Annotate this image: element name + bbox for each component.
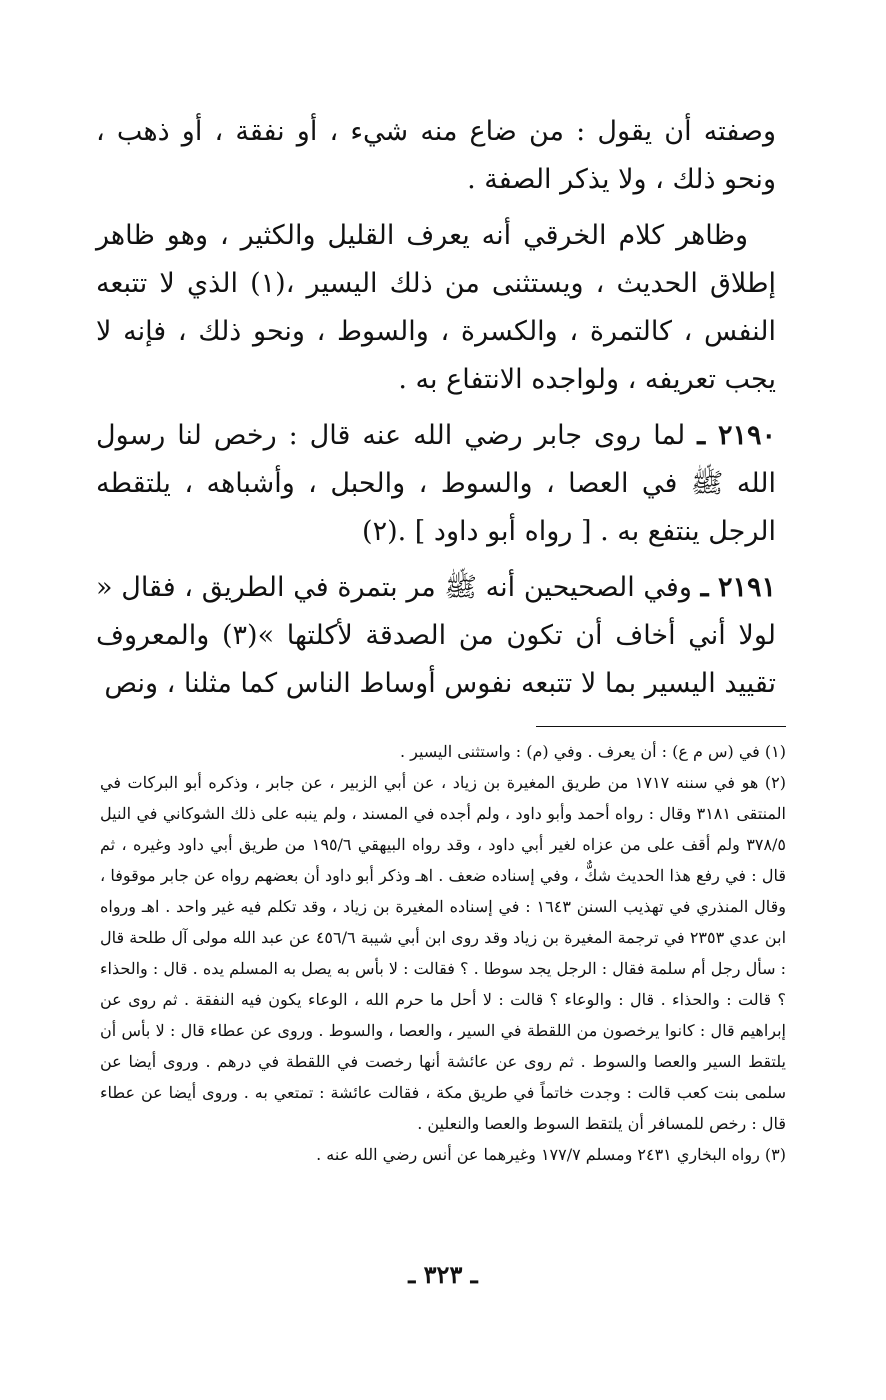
hadith-number: ٢١٩٠ ـ <box>697 420 776 451</box>
hadith-2191 <box>96 564 776 708</box>
main-text <box>96 108 776 716</box>
hadith-2190 <box>96 412 776 556</box>
footnote-3: (٣) رواه البخاري ٢٤٣١ ومسلم ١٧٧/٧ وغيرهما عن أنس رضي الله عنه . <box>316 1145 786 1164</box>
footnote-1: (١) في (س م ع) : أن يعرف . وفي (م) : واستثنى اليسير . <box>399 742 786 761</box>
footnote-separator <box>536 726 786 727</box>
footnote-2: (٢) هو في سننه ١٧١٧ من طريق المغيرة بن زياد ، عن أبي الزبير ، عن جابر ، وذكره أبو البركات في المنتقى ٣١٨١ وقال : رواه أحمد وأبو داود ، ولم أجده في المسند ، ولم ينبه على ذلك الشوكاني في النيل ٣٧٨/٥ ولم أقف على من عزاه لغير أبي داود ، وقد رواه البيهقي ١٩٥/٦ من طريق أبي داود وغيره ، ثم قال : في رفع هذا الحديث شكٌّ ، وفي إسناده ضعف . اهـ وذكر أبو داود أن بعضهم رواه عن جابر موقوفا ، وقال المنذري في تهذيب السنن ١٦٤٣ : في إسناده المغيرة بن زياد ، وقد تكلم فيه غير واحد . اهـ ورواه ابن عدي ٢٣٥٣ في ترجمة المغيرة بن زياد وقد روى ابن أبي شيبة ٤٥٦/٦ عن عبد الله مولى آل طلحة قال : سأل رجل أم سلمة فقال : الرجل يجد سوطا . ؟ فقالت : لا بأس به يصل به المسلم يده . قال : والحذاء ؟ قالت : والحذاء . قال : والوعاء ؟ قالت : لا أحل ما حرم الله ، الوعاء يكون فيه النفقة . ثم روى عن إبراهيم قال : كانوا يرخصون من اللقطة في السير ، والعصا ، والسوط . وروى عن عطاء قال : لا بأس أن يلتقط السير والعصا والسوط . ثم روى عن عائشة أنها رخصت في اللقطة في درهم . وروى أيضا عن سلمى بنت كعب قالت : وجدت خاتماً في طريق مكة ، فقالت عائشة : تمتعي به . وروى أيضا عن عطاء قال : رخص للمسافر أن يلتقط السوط والعصا والنعلين . <box>100 773 787 1133</box>
paragraph-description: وصفته أن يقول : من ضاع منه شيء ، أو نفقة ، أو ذهب ، ونحو ذلك ، ولا يذكر الصفة . <box>96 116 776 195</box>
hadith-text: لما روى جابر رضي الله عنه قال : رخص لنا رسول الله ﷺ في العصا ، والسوط ، والحبل ، وأشباهه ، يلتقطه الرجل ينتفع به . [ رواه أبو داود ] .(٢) <box>96 420 776 547</box>
page-number: ـ ٣٢٣ ـ <box>408 1260 478 1289</box>
hadith-text: وفي الصحيحين أنه ﷺ مر بتمرة في الطريق ، فقال « لولا أني أخاف أن تكون من الصدقة لأكلتها »(٣) والمعروف تقييد اليسير بما لا تتبعه نفوس أوساط الناس كما مثلنا ، ونص <box>96 572 776 699</box>
paragraph-kharaqi: وظاهر كلام الخرقي أنه يعرف القليل والكثير ، وهو ظاهر إطلاق الحديث ، ويستثنى من ذلك اليسير ،(١) الذي لا تتبعه النفس ، كالتمرة ، والكسرة ، والسوط ، ونحو ذلك ، فإنه لا يجب تعريفه ، ولواجده الانتفاع به . <box>96 220 777 395</box>
footnotes <box>100 736 786 1170</box>
hadith-number: ٢١٩١ ـ <box>700 572 776 603</box>
